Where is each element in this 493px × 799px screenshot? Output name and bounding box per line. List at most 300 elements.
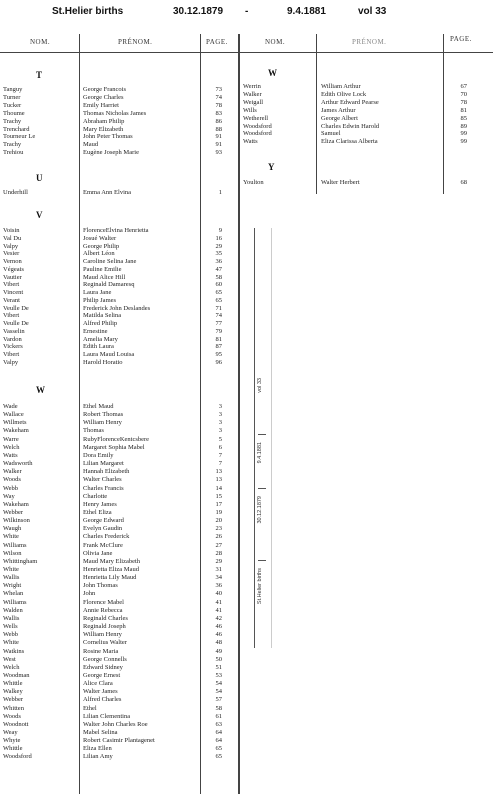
index-entry: [3, 672, 235, 680]
surname: Whitten: [3, 705, 24, 712]
given-names: Arthur Edward Pearse: [321, 99, 379, 106]
page-number: 74: [215, 312, 222, 319]
index-entry: [3, 639, 235, 647]
index-entry: [3, 485, 235, 493]
page-number: 81: [460, 107, 467, 114]
given-names: Albert Léon: [83, 250, 115, 257]
center-divider: [238, 34, 240, 794]
index-entry: [3, 517, 235, 525]
given-names: Ethel Maud: [83, 403, 114, 410]
index-entry: [3, 289, 235, 297]
index-entry: [3, 737, 235, 745]
page-number: 7: [218, 460, 222, 467]
page-number: 67: [460, 83, 467, 90]
surname: Woodman: [3, 672, 30, 679]
surname: Webb: [3, 631, 18, 638]
page-number: 7: [218, 452, 222, 459]
surname: Weigall: [243, 99, 264, 106]
index-entry: [3, 133, 235, 141]
index-entry: [3, 656, 235, 664]
index-entry: [3, 427, 235, 435]
page-number: 61: [215, 713, 222, 720]
given-names: Edward Sidney: [83, 664, 123, 671]
surname: Youlton: [243, 179, 264, 186]
page-number: 29: [215, 243, 222, 250]
given-names: Caroline Selina Jane: [83, 258, 137, 265]
page-number: 91: [215, 141, 222, 148]
surname: Webber: [3, 696, 24, 703]
given-names: John Peter Thomas: [83, 133, 133, 140]
page-number: 63: [215, 721, 222, 728]
page-number: 13: [215, 476, 222, 483]
surname: Watts: [243, 138, 258, 145]
page-number: 91: [215, 133, 222, 140]
surname: Tanguy: [3, 86, 23, 93]
index-entry: [243, 115, 473, 123]
given-names: Walter James: [83, 688, 118, 695]
surname: Trenchard: [3, 126, 30, 133]
given-names: Charles Frederick: [83, 533, 130, 540]
given-names: George Francois: [83, 86, 127, 93]
given-names: Hannah Elizabeth: [83, 468, 130, 475]
page-number: 68: [460, 179, 467, 186]
given-names: Olivia Jane: [83, 550, 113, 557]
index-entry: [3, 542, 235, 550]
given-names: Eliza Clarissa Alberta: [321, 138, 378, 145]
surname: Webb: [3, 485, 18, 492]
surname: Vardon: [3, 336, 22, 343]
given-names: Pauline Emilie: [83, 266, 122, 273]
page-number: 99: [460, 138, 467, 145]
index-entry: [3, 664, 235, 672]
index-entry: [3, 566, 235, 574]
page-number: 78: [215, 102, 222, 109]
given-names: John: [83, 590, 96, 597]
given-names: Walter Charles: [83, 476, 122, 483]
given-names: Eugène Joseph Marie: [83, 149, 139, 156]
given-names: Maud: [83, 141, 99, 148]
col-head-prenom-right: PRÉNOM.: [352, 38, 387, 46]
page-number: 46: [215, 623, 222, 630]
surname: Underhill: [3, 189, 28, 196]
surname: Veulle De: [3, 305, 29, 312]
surname: Whittle: [3, 745, 23, 752]
surname: Walker: [3, 468, 22, 475]
given-names: Laura Maud Louisa: [83, 351, 135, 358]
page-number: 23: [215, 525, 222, 532]
given-names: Lilian Clementina: [83, 713, 131, 720]
given-names: Florence Mabel: [83, 599, 124, 606]
surname: Woodsford: [243, 123, 272, 130]
page-number: 3: [218, 403, 222, 410]
strip-volume: vol 33: [257, 378, 263, 393]
page-number: 42: [215, 615, 222, 622]
page-number: 89: [460, 123, 467, 130]
given-names: Maud Alice Hill: [83, 274, 126, 281]
given-names: Amelia Mary: [83, 336, 118, 343]
index-entry: [3, 343, 235, 351]
page-number: 60: [215, 281, 222, 288]
given-names: Josué Walter: [83, 235, 117, 242]
page-number: 14: [215, 485, 222, 492]
index-entry: [3, 281, 235, 289]
col-head-page-right: PAGE.: [450, 35, 472, 43]
index-entry: [3, 623, 235, 631]
index-entry: [3, 312, 235, 320]
given-names: Frederick John Deslandes: [83, 305, 151, 312]
surname: Williams: [3, 599, 27, 606]
surname: Wills: [243, 107, 257, 114]
index-entry: [3, 509, 235, 517]
given-names: Philip James: [83, 297, 117, 304]
page-number: 3: [218, 427, 222, 434]
index-entry: [3, 328, 235, 336]
index-entry: [3, 501, 235, 509]
given-names: Thomas: [83, 427, 104, 434]
given-names: John Thomas: [83, 582, 118, 589]
surname: Woods: [3, 476, 21, 483]
given-names: Mabel Selina: [83, 729, 118, 736]
index-entry: [3, 713, 235, 721]
header-rule-left: [0, 52, 238, 53]
given-names: George Charles: [83, 94, 124, 101]
surname: Wallis: [3, 574, 20, 581]
page-number: 16: [215, 235, 222, 242]
given-names: Samuel: [321, 130, 341, 137]
surname: Valpy: [3, 243, 19, 250]
strip-tick: [258, 488, 266, 489]
given-names: Robert Casimir Plantagenet: [83, 737, 155, 744]
index-entry: [3, 599, 235, 607]
surname: Whyte: [3, 737, 21, 744]
col-head-nom-right: NOM.: [265, 38, 286, 46]
surname: Webber: [3, 509, 24, 516]
given-names: Matilda Selina: [83, 312, 122, 319]
index-entry: [3, 680, 235, 688]
page-number: 73: [215, 86, 222, 93]
index-entry: [3, 258, 235, 266]
page-number: 19: [215, 509, 222, 516]
col-head-prenom: PRÉNOM.: [118, 38, 153, 46]
section-letter: U: [36, 173, 43, 183]
given-names: Charles Francis: [83, 485, 124, 492]
index-entry: [243, 107, 473, 115]
given-names: George Edward: [83, 517, 124, 524]
index-entry: [3, 297, 235, 305]
page-number: 79: [215, 328, 222, 335]
index-entry: [3, 607, 235, 615]
page-number: 3: [218, 411, 222, 418]
index-entry: [3, 351, 235, 359]
given-names: Reginald Charles: [83, 615, 128, 622]
surname: Williams: [3, 542, 27, 549]
given-names: Cornelius Walter: [83, 639, 127, 646]
surname: Vibert: [3, 312, 20, 319]
given-names: Ethel Eliza: [83, 509, 112, 516]
page-number: 34: [215, 574, 222, 581]
surname: Végeais: [3, 266, 24, 273]
given-names: RubyFlorenceKentcsbere: [83, 436, 150, 443]
given-names: Annie Rebecca: [83, 607, 123, 614]
page-number: 47: [215, 266, 222, 273]
page-number: 87: [215, 343, 222, 350]
page-number: 51: [215, 664, 222, 671]
page-header: [0, 6, 493, 20]
given-names: George Philip: [83, 243, 120, 250]
surname: Whittle: [3, 680, 23, 687]
given-names: Walter Herbert: [321, 179, 360, 186]
surname: Wakeham: [3, 501, 29, 508]
index-entry: [3, 558, 235, 566]
given-names: George Connells: [83, 656, 127, 663]
date-to: 9.4.1881: [287, 6, 326, 17]
page-number: 29: [215, 558, 222, 565]
page-number: 27: [215, 542, 222, 549]
index-entry: [3, 419, 235, 427]
surname: Woodsford: [3, 753, 32, 760]
given-names: Ernestine: [83, 328, 108, 335]
given-names: Abraham Philip: [83, 118, 125, 125]
given-names: Reginald Joseph: [83, 623, 126, 630]
given-names: Alfred Philip: [83, 320, 118, 327]
page-number: 50: [215, 656, 222, 663]
index-entry: [3, 411, 235, 419]
given-names: Thomas Nicholas James: [83, 110, 147, 117]
given-names: Eliza Ellen: [83, 745, 112, 752]
surname: Trachy: [3, 141, 22, 148]
page-number: 88: [215, 126, 222, 133]
index-entry: [3, 688, 235, 696]
surname: Welch: [3, 664, 20, 671]
given-names: Lilian Amy: [83, 753, 113, 760]
given-names: William Henry: [83, 419, 122, 426]
surname: Tucker: [3, 102, 22, 109]
strip-date-from: 30.12.1879: [257, 496, 263, 524]
page-number: 86: [215, 118, 222, 125]
date-from: 30.12.1879: [173, 6, 224, 17]
index-entry: [3, 149, 235, 157]
page-number: 31: [215, 566, 222, 573]
page-number: 3: [218, 419, 222, 426]
index-entry: [3, 250, 235, 258]
surname: Woodsford: [243, 130, 272, 137]
page-number: 13: [215, 468, 222, 475]
section-letter: T: [36, 70, 43, 80]
given-names: Emma Ann Elvina: [83, 189, 132, 196]
given-names: Charlotte: [83, 493, 108, 500]
index-entry: [3, 118, 235, 126]
page-number: 36: [215, 582, 222, 589]
surname: Trehiou: [3, 149, 24, 156]
surname: Whittingham: [3, 558, 38, 565]
given-names: Dora Emily: [83, 452, 114, 459]
given-names: Robert Thomas: [83, 411, 124, 418]
page-number: 58: [215, 705, 222, 712]
surname: White: [3, 639, 19, 646]
given-names: Frank McClure: [83, 542, 123, 549]
index-entry: [3, 320, 235, 328]
surname: Verant: [3, 297, 20, 304]
index-entry: [243, 179, 473, 187]
surname: Welch: [3, 444, 20, 451]
given-names: FlorenceElvina Henrietta: [83, 227, 149, 234]
surname: Vautier: [3, 274, 22, 281]
given-names: Emily Harriet: [83, 102, 119, 109]
index-entry: [3, 574, 235, 582]
page-number: 93: [215, 149, 222, 156]
page-number: 64: [215, 729, 222, 736]
surname: Veulle De: [3, 320, 29, 327]
page-number: 40: [215, 590, 222, 597]
surname: Wilkinson: [3, 517, 30, 524]
index-entry: [3, 235, 235, 243]
page-number: 83: [215, 110, 222, 117]
surname: Weay: [3, 729, 18, 736]
page-number: 1: [218, 189, 222, 196]
index-entry: [3, 110, 235, 118]
page-number: 65: [215, 297, 222, 304]
surname: Way: [3, 493, 15, 500]
index-entry: [243, 99, 473, 107]
page-number: 46: [215, 631, 222, 638]
surname: Vibert: [3, 281, 20, 288]
section-letter: Y: [268, 162, 275, 172]
surname: Wade: [3, 403, 18, 410]
vertical-label-strip: [254, 228, 272, 648]
page-number: 54: [215, 680, 222, 687]
index-entry: [3, 582, 235, 590]
page-number: 74: [215, 94, 222, 101]
surname: Whelan: [3, 590, 24, 597]
given-names: James Arthur: [321, 107, 356, 114]
surname: Vickers: [3, 343, 23, 350]
index-entry: [3, 696, 235, 704]
index-entry: [3, 550, 235, 558]
given-names: Maud Mary Elizabeth: [83, 558, 141, 565]
index-entry: [243, 91, 473, 99]
col-head-nom: NOM.: [30, 38, 51, 46]
page-number: 65: [215, 289, 222, 296]
index-entry: [3, 403, 235, 411]
register-title: St.Helier births: [52, 6, 124, 17]
index-entry: [3, 141, 235, 149]
surname: Woodnott: [3, 721, 29, 728]
surname: Vincent: [3, 289, 24, 296]
index-entry: [3, 476, 235, 484]
index-entry: [3, 729, 235, 737]
surname: Turner: [3, 94, 21, 101]
index-entry: [3, 359, 235, 367]
surname: Wetherell: [243, 115, 269, 122]
surname: Vernon: [3, 258, 22, 265]
page-number: 28: [215, 550, 222, 557]
surname: Walker: [243, 91, 262, 98]
index-entry: [243, 130, 473, 138]
page-number: 6: [218, 444, 222, 451]
strip-date-to: 9.4.1881: [257, 442, 263, 464]
given-names: Rosine Maria: [83, 648, 119, 655]
surname: Trachy: [3, 118, 22, 125]
given-names: George Albert: [321, 115, 358, 122]
section-letter: V: [36, 210, 43, 220]
index-entry: [3, 753, 235, 761]
page-number: 20: [215, 517, 222, 524]
surname: Vasselin: [3, 328, 25, 335]
page-number: 49: [215, 648, 222, 655]
index-entry: [3, 94, 235, 102]
index-entry: [3, 468, 235, 476]
surname: White: [3, 566, 19, 573]
surname: Willmets: [3, 419, 27, 426]
surname: White: [3, 533, 19, 540]
page-number: 78: [460, 99, 467, 106]
given-names: Henrietta Lily Maud: [83, 574, 137, 581]
page-number: 70: [460, 91, 467, 98]
page-number: 35: [215, 250, 222, 257]
page-number: 57: [215, 696, 222, 703]
page-number: 65: [215, 753, 222, 760]
index-entry: [3, 460, 235, 468]
surname: Wilson: [3, 550, 22, 557]
index-entry: [3, 631, 235, 639]
page-number: 41: [215, 607, 222, 614]
page-number: 26: [215, 533, 222, 540]
page-number: 41: [215, 599, 222, 606]
surname: West: [3, 656, 16, 663]
index-entry: [243, 83, 473, 91]
page-number: 15: [215, 493, 222, 500]
page-number: 65: [215, 745, 222, 752]
page-number: 99: [460, 130, 467, 137]
surname: Wallis: [3, 615, 20, 622]
given-names: Walter John Charles Roe: [83, 721, 148, 728]
surname: Wallace: [3, 411, 24, 418]
page-number: 96: [215, 359, 222, 366]
page-number: 53: [215, 672, 222, 679]
given-names: Mary Elizabeth: [83, 126, 124, 133]
date-separator: -: [245, 6, 249, 17]
index-entry: [3, 590, 235, 598]
index-entry: [3, 721, 235, 729]
surname: Wright: [3, 582, 22, 589]
section-letter: W: [268, 68, 277, 78]
page-number: 54: [215, 688, 222, 695]
index-entry: [3, 189, 235, 197]
given-names: Henry James: [83, 501, 117, 508]
page-number: 17: [215, 501, 222, 508]
surname: Valpy: [3, 359, 19, 366]
surname: Watkins: [3, 648, 25, 655]
page-number: 5: [218, 436, 222, 443]
index-entry: [3, 227, 235, 235]
given-names: Henrietta Eliza Maud: [83, 566, 139, 573]
given-names: Lilian Margaret: [83, 460, 124, 467]
surname: Vesier: [3, 250, 20, 257]
index-entry: [3, 86, 235, 94]
page-number: 95: [215, 351, 222, 358]
index-entry: [243, 138, 473, 146]
given-names: Margaret Sophia Mabel: [83, 444, 145, 451]
surname: Walden: [3, 607, 23, 614]
col-head-page: PAGE.: [206, 38, 228, 46]
index-entry: [3, 533, 235, 541]
page-number: 81: [215, 336, 222, 343]
surname: Warre: [3, 436, 19, 443]
page-number: 64: [215, 737, 222, 744]
surname: Waugh: [3, 525, 22, 532]
given-names: Alice Clara: [83, 680, 113, 687]
strip-tick: [258, 434, 266, 435]
